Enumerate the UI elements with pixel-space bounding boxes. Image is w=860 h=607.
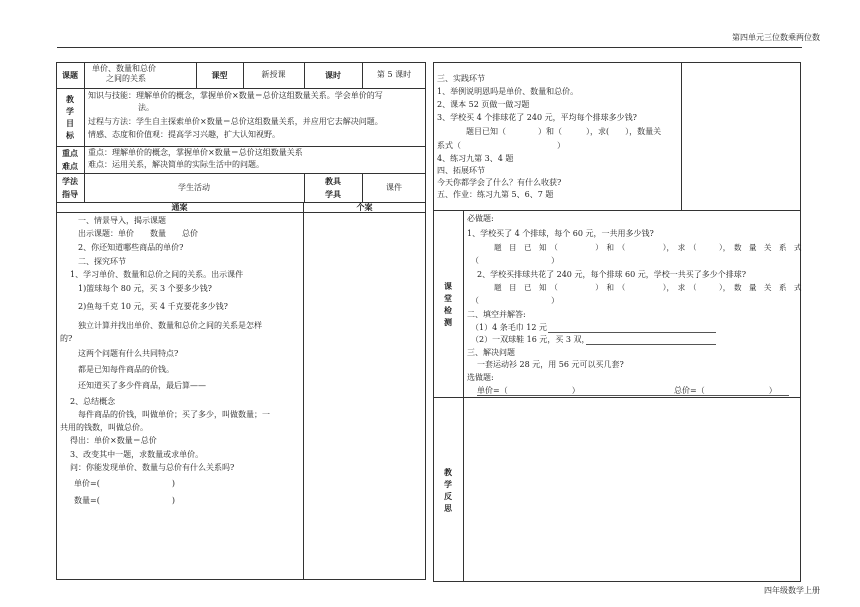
plan-line: 得出：单价×数量＝总价 bbox=[70, 436, 157, 445]
plan-line: 共用的钱数，叫做总价。 bbox=[60, 423, 148, 432]
check-line: （ ） bbox=[471, 296, 559, 305]
plan-header-common: 通案 bbox=[171, 202, 188, 212]
topic-value bbox=[84, 62, 196, 88]
plan-line: 3、改变其中一题，求数量或求单价。 bbox=[70, 450, 204, 459]
footer-grade: 四年级数学上册 bbox=[764, 586, 820, 595]
lesson-type-value: 新授课 bbox=[261, 70, 286, 79]
plan-line: 2、总结概念 bbox=[70, 397, 116, 406]
plan-line: 的? bbox=[60, 334, 73, 343]
practice-line: 3、学校买 4 个排球花了 240 元，平均每个排球多少钱? bbox=[437, 113, 637, 122]
tools-label: 教具 学具 bbox=[325, 176, 341, 199]
practice-line: 系式（ ） bbox=[437, 141, 565, 150]
teaching-reflection-label: 教 学 反 思 bbox=[444, 466, 452, 513]
period-value: 第 5 课时 bbox=[376, 70, 412, 79]
plan-header-individual: 个案 bbox=[356, 202, 373, 212]
practice-line: 4、练习九第 3、4 题 bbox=[437, 154, 514, 163]
practice-line: 四、拓展环节 bbox=[437, 166, 485, 175]
plan-line: 问：你能发现单价、数量与总价有什么关系吗? bbox=[70, 463, 235, 472]
check-line: （1）4 条毛巾 12 元 bbox=[471, 323, 547, 332]
plan-line: 1、学习单价、数量和总价之间的关系。出示课件 bbox=[70, 270, 244, 279]
method-label: 学法 指导 bbox=[62, 176, 78, 199]
plan-line: 2)鱼每千克 10 元，买 4 千克要花多少钱? bbox=[78, 302, 228, 311]
answer-underline bbox=[548, 332, 716, 333]
practice-line: 今天你都学会了什么？有什么收获? bbox=[437, 178, 562, 187]
plan-line: 2、你还知道哪些商品的单价? bbox=[78, 243, 184, 252]
check-line: 选做题: bbox=[467, 373, 494, 382]
plan-line: 每件商品的价钱，叫做单价；买了多少，叫做数量；一 bbox=[78, 410, 270, 419]
topic-label: 课题 bbox=[62, 70, 78, 80]
check-line: 必做题: bbox=[467, 214, 494, 223]
right-lesson-table bbox=[433, 62, 801, 582]
practice-line: 1、举例说明恩吗是单价、数量和总价。 bbox=[437, 87, 579, 96]
check-line: 题 目 已 知 （ ） 和 （ ）， 求 （ ）， 数 量 关 系 式 bbox=[494, 283, 802, 292]
practice-line: 五、作业：练习九第 5、6、7 题 bbox=[437, 190, 554, 199]
check-line: 单价=（ ） bbox=[477, 386, 580, 395]
topic-value-line-1: 单价、数量和总价 bbox=[92, 64, 156, 73]
tools-value: 课件 bbox=[386, 182, 402, 192]
plan-line: 出示课题：单价 数量 总价 bbox=[78, 229, 198, 238]
check-line: 三、解决问题 bbox=[467, 348, 515, 357]
objective-line: 法。 bbox=[138, 103, 154, 112]
method-value: 学生活动 bbox=[178, 182, 210, 192]
plan-line: 1)篮球每个 80 元，买 3 个要多少钱? bbox=[78, 284, 212, 293]
practice-line: 题目已知（ ）和（ ），求( ），数量关 bbox=[466, 127, 662, 136]
classroom-check-label: 课 堂 检 测 bbox=[444, 280, 452, 327]
plan-line: 二、探究环节 bbox=[78, 257, 126, 266]
plan-line: 一、情景导入，揭示课题 bbox=[78, 216, 166, 225]
practice-line: 2、课本 52 页做一做习题 bbox=[437, 100, 530, 109]
header-rule bbox=[57, 47, 802, 48]
check-line: 1、学校买了 4 个排球，每个 60 元，一共用多少钱? bbox=[467, 229, 654, 238]
practice-line: 三、实践环节 bbox=[437, 74, 485, 83]
key-points-label: 重点 难点 bbox=[62, 148, 78, 171]
lesson-type-label: 课型 bbox=[211, 70, 228, 80]
objective-line: 情感、态度和价值观：提高学习兴趣，扩大认知视野。 bbox=[88, 130, 280, 139]
check-line: （ ） bbox=[471, 256, 559, 265]
check-line: 题 目 已 知 （ ） 和 （ ）， 求 （ ）， 数 量 关 系 式 bbox=[494, 243, 802, 252]
check-line: 一套运动衫 28 元，用 56 元可以买几套? bbox=[477, 360, 624, 369]
check-line: 总价=（ ） bbox=[674, 386, 777, 395]
plan-line: 独立计算并找出单价、数量和总价之间的关系是怎样 bbox=[78, 321, 262, 330]
answer-underline bbox=[477, 395, 789, 396]
check-line: （2）一双球鞋 16 元，买 3 双， bbox=[471, 335, 590, 344]
answer-underline bbox=[586, 344, 716, 345]
objectives-label: 教 学 目 标 bbox=[66, 94, 74, 140]
topic-value-line-2: 之间的关系 bbox=[106, 74, 146, 83]
check-line: 二、填空并解答: bbox=[467, 310, 526, 319]
check-line: 2、学校买排球共花了 240 元，每个排球 60 元，学校一共买了多少个排球? bbox=[477, 270, 746, 279]
plan-line: 还知道买了多少件商品，最后算—— bbox=[78, 381, 206, 390]
plan-line: 这两个问题有什么共同特点? bbox=[78, 349, 179, 358]
period-label: 课时 bbox=[325, 70, 341, 80]
key-point-text: 重点：理解单价的概念，掌握单价×数量＝总价这组数量关系 bbox=[88, 148, 303, 157]
plan-line: 数量=( ) bbox=[74, 496, 175, 505]
difficult-point-text: 难点：运用关系，解决简单的实际生活中的问题。 bbox=[88, 160, 264, 169]
plan-line: 都是已知每件商品的价钱。 bbox=[78, 365, 174, 374]
objective-line: 知识与技能：理解单价的概念，掌握单价×数量＝总价这组数量关系。学会单价的写 bbox=[88, 91, 383, 100]
plan-line: 单价=( ) bbox=[74, 479, 175, 488]
header-unit-title: 第四单元三位数乘两位数 bbox=[732, 33, 820, 42]
objective-line: 过程与方法：学生自主探索单价×数量＝总价这组数量关系，并应用它去解决问题。 bbox=[88, 117, 383, 126]
